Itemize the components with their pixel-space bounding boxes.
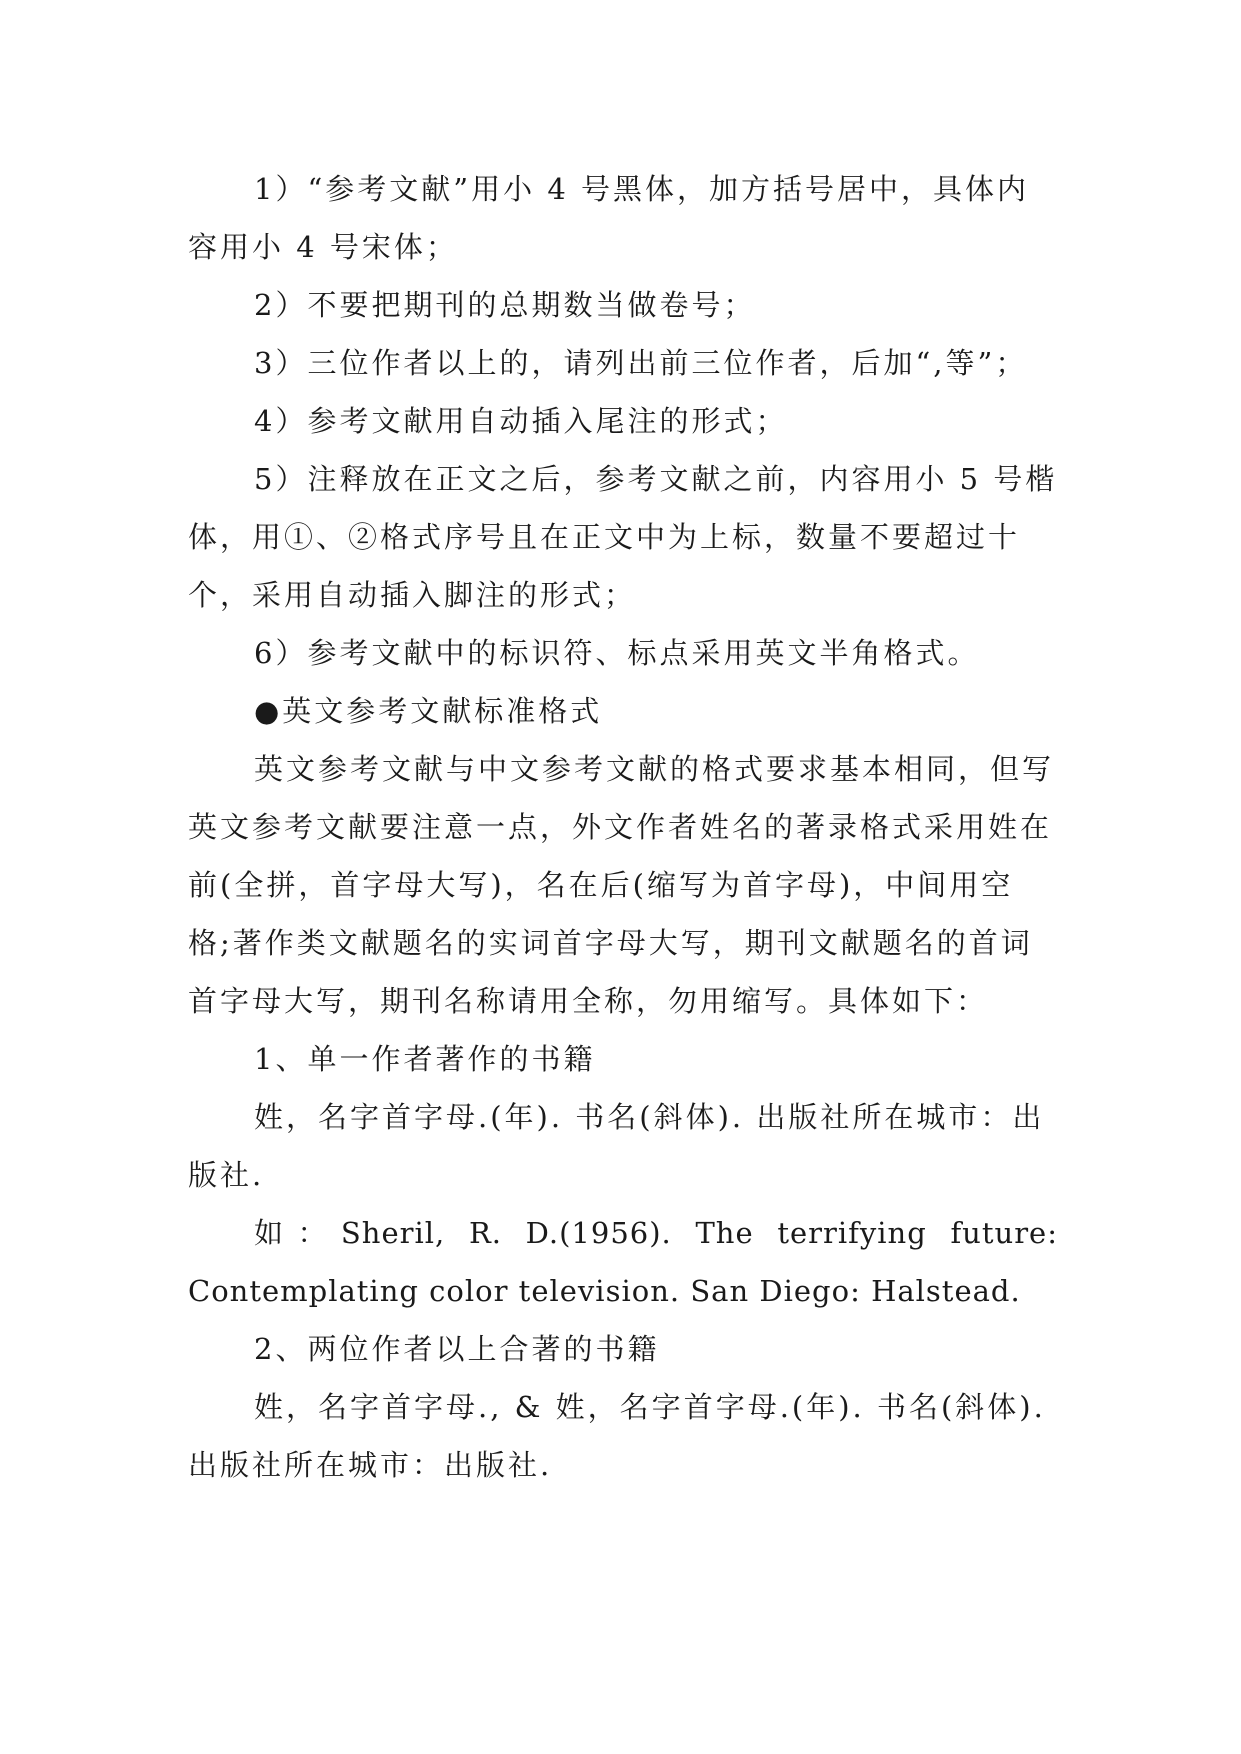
paragraph-punctuation-rule: 6）参考文献中的标识符、标点采用英文半角格式。 (254, 636, 980, 670)
paragraph-volume-number-rule: 2）不要把期刊的总期数当做卷号； (254, 288, 756, 322)
subheading-single-author-book: 1、单一作者著作的书籍 (254, 1042, 596, 1076)
paragraph-author-count-rule: 3）三位作者以上的，请列出前三位作者，后加“,等”； (254, 346, 1028, 380)
subheading-multiple-author-book: 2、两位作者以上合著的书籍 (254, 1332, 660, 1366)
paragraph-footnote-rule: 5）注释放在正文之后，参考文献之前，内容用小 5 号楷体，用①、②格式序号且在正文中为上标，数量不要超过十个，采用自动插入脚注的形式； (188, 462, 1058, 612)
paragraph-single-author-format: 姓，名字首字母.(年). 书名(斜体). 出版社所在城市：出版社. (188, 1100, 1045, 1192)
paragraph-single-author-example: 如：Sheril, R. D.(1956). The terrifying future: Contemplating color television. San Diego: Halstead. (188, 1216, 1058, 1308)
paragraph-reference-title-format: 1）“参考文献”用小 4 号黑体，加方括号居中，具体内容用小 4 号宋体； (188, 172, 1029, 264)
section-heading-english-references: ●英文参考文献标准格式 (254, 694, 603, 728)
paragraph-endnote-rule: 4）参考文献用自动插入尾注的形式； (254, 404, 788, 438)
paragraph-english-reference-intro: 英文参考文献与中文参考文献的格式要求基本相同，但写英文参考文献要注意一点，外文作者姓名的著录格式采用姓在前(全拼，首字母大写)，名在后(缩写为首字母)，中间用空格;著作类文献题名的实词首字母大写，期刊文献题名的首词首字母大写，期刊名称请用全称，勿用缩写。具体如下： (188, 752, 1055, 1018)
paragraph-multiple-author-format: 姓，名字首字母., & 姓，名字首字母.(年). 书名(斜体). 出版社所在城市：出版社. (188, 1390, 1046, 1482)
document-body (188, 160, 1058, 1494)
